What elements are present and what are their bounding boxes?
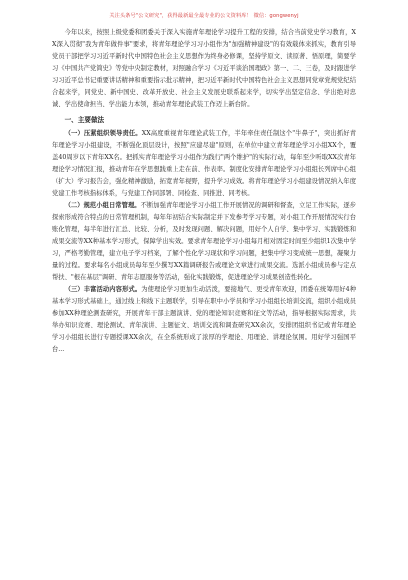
- paragraph-body: 为使理论学习更加生动活泼，要接地气、更受青年欢迎，团委在统筹用好4种基本学习形式基础上，通过线上和线下主题联学，引导在职中小学员和学习小组组长培训交流，组织小组成员参加XX种理论测查研究，开展青年干部主题演讲、党的理论知识竞赛和征文等活动，指导根据实际需求，共举办知识竞赛、理论测试、青年演讲、主题征文、培训交流和调查研究XX余次，安排团组织书记或青年理论学习小组组长进行专题授课XX余次，在全系统形成了浓厚的学理论、用理论、讲理论氛围。用好学习强国平台...: [52, 286, 356, 353]
- document-body: [52, 27, 356, 356]
- section-heading-main-practices: 一、主要做法: [64, 116, 105, 124]
- paragraph-daily-management: [52, 200, 356, 284]
- paragraph-lead: （一）压紧组织领导责任。: [64, 130, 142, 137]
- promo-banner: 关注头条号"公文研究"，获得最新最全最专业的公文资料库！ 微信：gongwenyj: [109, 13, 299, 19]
- intro-paragraph: 今年以来，按照上级党委和团委关于深入实施青年理论学习提升工程的安排，结合当前党史学习教育，XX深入贯彻"我为青年做件事"要求，将青年理论学习习小组作为"加强精神建设"的有效载体来抓实，教育引导党员干部把学习习近平新时代中国特色社会主义思想作为终身必修课，坚持学原文、读原著、悟原理，简要学习《中国共产党简史》等党中央制定教材，对照融合学习《习近平谈治国理政》第一、二、三卷，及时跟进学习习近平总书记重要讲话精神和重要指示批示精神，把习近平新时代中国特色社会主义思想同党章党规党纪结合起来学，同党史、新中国史、改革开放史、社会主义发展史联系起来学，切实学出坚定信念、学出绝对忠诚、学出使命担当、学出能力本领，推动青年理论武装工作迈上新台阶。: [52, 29, 356, 108]
- paragraph-organization-leadership: [52, 128, 356, 200]
- paragraph-activities: [52, 284, 356, 356]
- paragraph-body: 不断加强青年理论学习小组工作开展情况的调研和督查，立足工作实际，逐步探索形成符合特点的日常管理机制，每年年初结合实际制定并下发参考学习专题，对小组工作开展情况实行台账化管理，每半年进行汇总、比较、分析，及时发现问题、解决问题，用好个人自学、集中学习、实践锻炼和成果交流等XX种基本学习形式，保障学出实效。要求青年理论学习小组每月相对固定时间至少组织1次集中学习，严格考勤管理，建立电子学习档案，了解个性化学习现状和学习问题，把集中学习变成统一思想，凝聚力量的过程。要求每名小组成员每年至少撰写XX篇调研报告或理论文章进行成果交流。选派小组成员参与定点帮扶、"根在基层"调研、青年志愿服务等活动，强化实践锻炼，促进理论学习成果创造性转化。: [52, 202, 357, 281]
- paragraph-lead: （三）丰富活动内容形式。: [64, 286, 142, 293]
- paragraph-body: XX高度重视青年理论武装工作，半年牵住责任制这个"牛鼻子"，突出抓好青年理论学习小组建设，不断强化顶层设计，按照"应建尽建"原则，在单位中建立青年理论学习小组XX个，覆盖40周岁以下青年XX名。把抓实青年理论学习小组作为践行"两个维护"的实际行动，每年至少听取XX次青年理论学习情况汇报，推动青年在学思想践重上走在前、作表率。制度化安排青年理论学习小组组长列席中心组（扩大）学习报告会，强化精神激励，拓宽青年视野，提升学习成效。将青年理论学习小组建设情况纳入年度党建工作考核指标体系，与党建工作同部署、同检查、同推进、同考核。: [52, 130, 357, 197]
- paragraph-lead: （二）规范小组日常管理。: [64, 202, 141, 209]
